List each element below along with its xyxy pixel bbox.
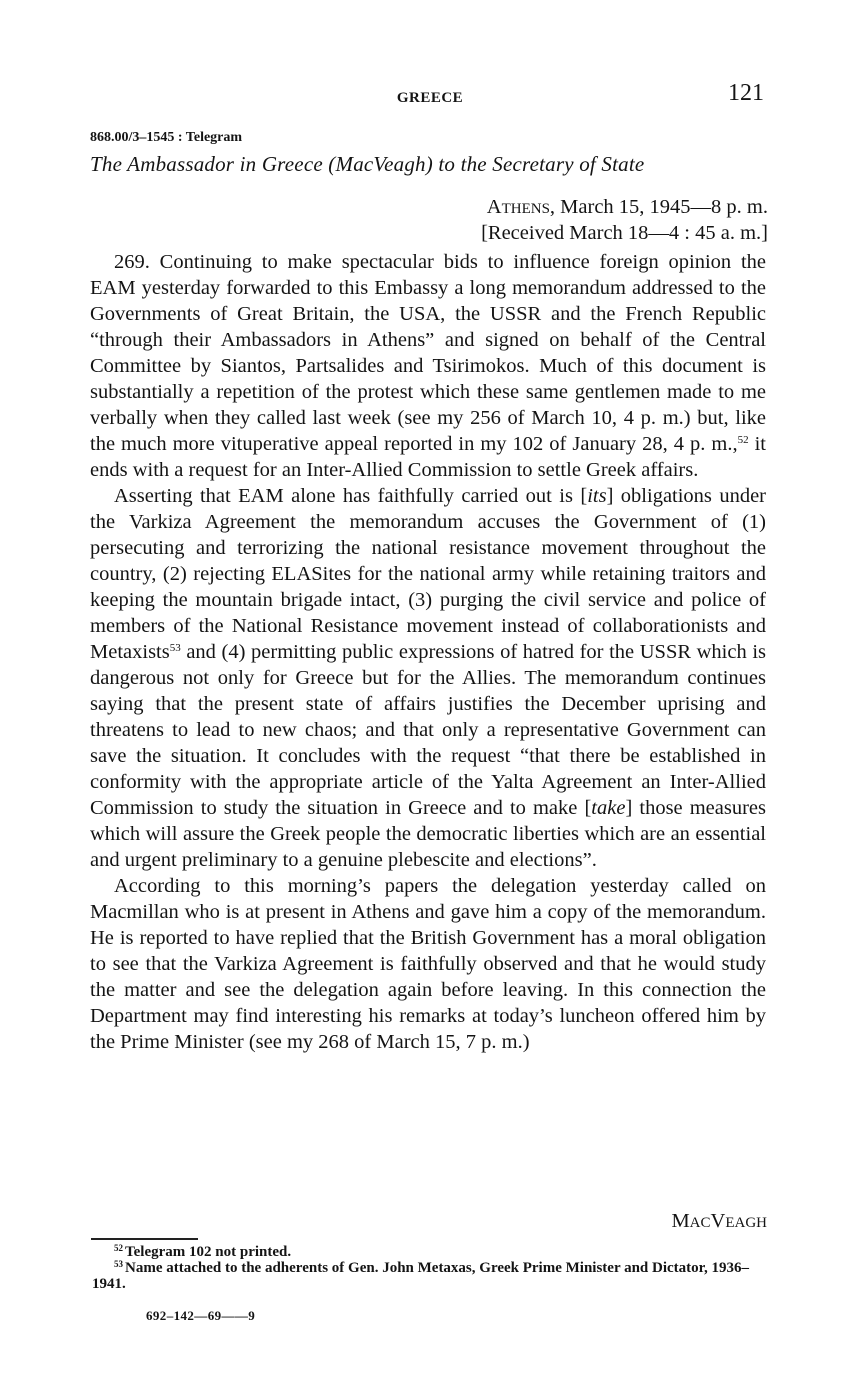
paragraph-2 xyxy=(90,483,766,873)
footnote-text: Name attached to the adherents of Gen. John Metaxas, Greek Prime Minister and Dictator, 1936–1941. xyxy=(92,1260,749,1292)
received-line: [Received March 18—4 : 45 a. m.] xyxy=(481,222,768,244)
paragraph-2-text-c: and (4) permitting public expressions of hatred for the USSR which is dangerous not only for Greece but for the Allies. The memorandum continues saying that the present state of affairs justifies the December uprising and threatens to lead to new chaos; and that only a representative Government can save the situation. It concludes with the request “that there be established in conformity with the appropriate article of the Yalta Agreement an Inter-Allied Commission to study the situation in Greece and to make [ xyxy=(90,641,766,819)
dateline-place-rest: THENS xyxy=(501,201,550,217)
paragraph-2-text-b: ] obligations under the Varkiza Agreement the memorandum accuses the Government of (1) persecuting and terrorizing the national resistance movement throughout the country, (2) rejecting ELASites for the national army while retaining traitors and keeping the mountain brigade intact, (3) purging the civil service and police of members of the National Resistance movement instead of collaborationists and Metaxists xyxy=(90,485,766,663)
footnotes xyxy=(92,1244,768,1292)
dateline-place-initial: A xyxy=(486,196,502,218)
printing-code: 692–142—69——9 xyxy=(146,1308,256,1323)
paragraph-3: According to this morning’s papers the delegation yesterday called on Macmillan who is at present in Athens and gave him a copy of the memorandum. He is reported to have replied that the British Government has a moral obligation to see that the Varkiza Agreement is faithfully observed and that he would study the matter and see the delegation again before leaving. In this connection the Department may find interesting his remarks at today’s luncheon offered him by the Prime Minister (see my 268 of March 15, 7 p. m.) xyxy=(90,875,766,1053)
telegram-body xyxy=(90,249,766,1055)
running-head xyxy=(90,80,770,112)
editorial-insert-its: its xyxy=(587,485,607,507)
footnote-mark: 53 xyxy=(114,1259,123,1269)
signature-small-1: AC xyxy=(689,1215,711,1231)
signature xyxy=(671,1210,767,1233)
paragraph-1 xyxy=(90,249,766,483)
running-title: GREECE xyxy=(396,90,464,106)
footnote-52 xyxy=(92,1244,768,1260)
footnote-divider xyxy=(91,1238,198,1240)
paragraph-1-text-a: 269. Continuing to make spectacular bids to influence foreign opinion the EAM yesterday forwarded to this Embassy a long memorandum addressed to the Governments of Great Britain, the USA, the USSR and the French Republic “through their Ambassadors in Athens” and signed on behalf of the Central Committee by Siantos, Partsalides and Tsirimokos. Much of this document is substantially a repetition of the protest which these same gentlemen made to me verbally when they called last week (see my 256 of March 10, 4 p. m.) but, like the much more vituperative appeal reported in my 102 of January 28, 4 p. m., xyxy=(90,251,766,455)
footnote-ref-53: 53 xyxy=(169,642,181,654)
document-heading: The Ambassador in Greece (MacVeagh) to the Secretary of State xyxy=(90,152,645,176)
paragraph-1-text-b: it ends with a request for an Inter-Allied Commission to settle Greek affairs. xyxy=(90,433,766,481)
page-number: 121 xyxy=(728,80,764,106)
footnote-53 xyxy=(92,1260,768,1292)
paragraph-2-text-d: ] those measures which will assure the Greek people the democratic liberties which are an essential and urgent preliminary to a genuine plebescite and elections”. xyxy=(90,797,767,871)
paragraph-2-text-a: Asserting that EAM alone has faithfully carried out is [ xyxy=(114,485,588,507)
footnote-mark: 52 xyxy=(114,1243,123,1253)
document-reference: 868.00/3–1545 : Telegram xyxy=(90,130,243,145)
signature-small-2: EAGH xyxy=(725,1215,767,1231)
footnote-ref-52: 52 xyxy=(737,434,749,446)
footnote-text: Telegram 102 not printed. xyxy=(125,1244,292,1260)
dateline xyxy=(487,196,768,219)
signature-initial-2: V xyxy=(710,1210,726,1232)
editorial-insert-take: take xyxy=(591,797,626,819)
signature-initial-1: M xyxy=(671,1210,690,1232)
dateline-date: , March 15, 1945—8 p. m. xyxy=(549,196,768,218)
